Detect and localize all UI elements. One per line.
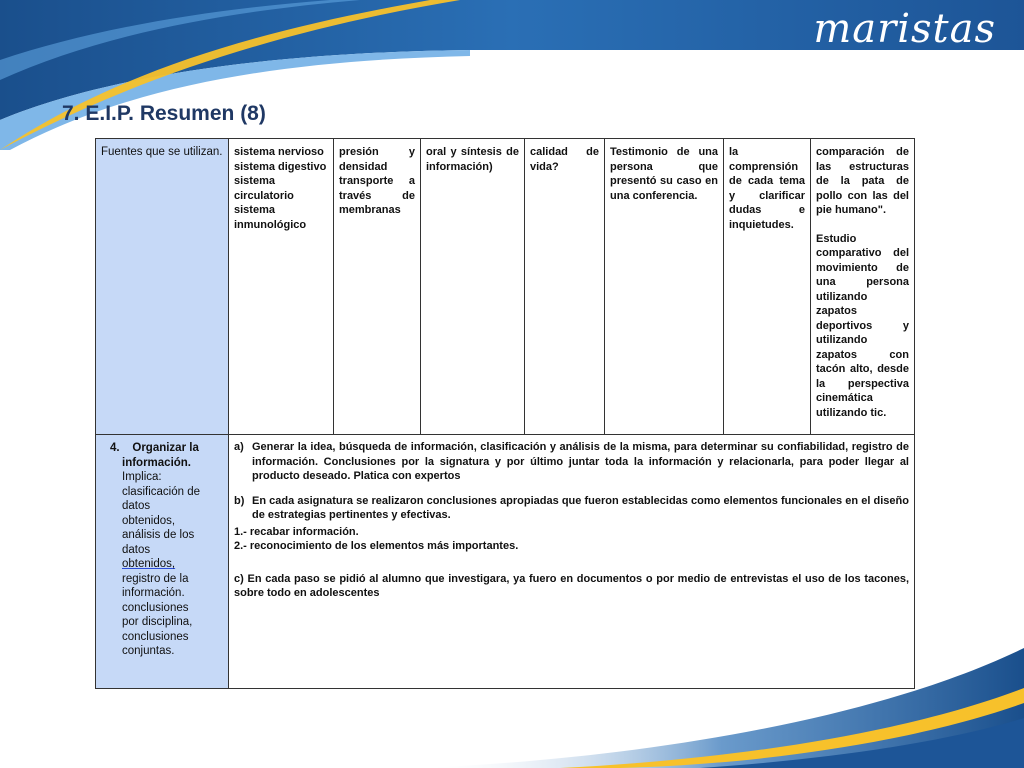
label-title-1: Organizar la	[132, 442, 199, 454]
list-item: 1.- recabar información.	[234, 525, 359, 538]
item-text: Generar la idea, búsqueda de información, clasificación y análisis de la misma, para determinar su confiabilidad, registro de información. Conclusiones por la signatura y por último juntar toda la información y relacionarla, para poder llegar al producto deseado. Platica con expertos	[252, 441, 909, 482]
label-line: conclusiones	[122, 601, 189, 614]
table-row	[96, 139, 915, 435]
label-line: información.	[122, 587, 185, 599]
table-cell: oral y síntesis de información)	[421, 139, 525, 435]
label-line: por disciplina,	[122, 616, 193, 628]
label-number: 4.	[110, 442, 120, 454]
item-marker: a)	[234, 441, 244, 453]
table-cell: la comprensión de cada tema y clarificar dudas e inquietudes.	[724, 139, 811, 435]
description-item-c: c) En cada paso se pidió al alumno que investigara, ya fuero en documentos o por medio de entrevistas el uso de los tacones, sobre todo en adolescentes	[234, 572, 909, 599]
label-line: registro de la	[122, 572, 189, 585]
slide-title: 7. E.I.P. Resumen (8)	[62, 102, 266, 125]
item-marker: b)	[234, 494, 245, 507]
footer-swoosh	[0, 608, 1024, 768]
maristas-logo: maristas	[813, 6, 996, 52]
label-line: Implica:	[122, 471, 162, 483]
label-line: conjuntas.	[122, 645, 175, 657]
label-heading	[110, 441, 223, 456]
cell-text-extra: Estudio comparativo del movimiento de una persona utilizando zapatos deportivos y utilizando zapatos con tacón alto, desde la perspectiva cinemática utilizando tic.	[816, 232, 909, 419]
label-title-2: información.	[122, 456, 192, 469]
item-text: En cada asignatura se realizaron conclusiones apropiadas que fueron establecidas como elementos funcionales en el diseño de estrategias pertinentes y efectivas.	[252, 494, 909, 521]
description-list	[234, 525, 909, 554]
label-line: análisis de los	[122, 529, 195, 541]
cell-text: comparación de las estructuras de la pata de pollo con las del pie humano".	[816, 146, 909, 216]
label-line: datos	[122, 543, 151, 556]
table-cell: Testimonio de una persona que presentó su caso en una conferencia.	[605, 139, 724, 435]
table-cell: sistema nervioso sistema digestivo sistema circulatorio sistema inmunológico	[229, 139, 334, 435]
eip-summary-table	[95, 138, 915, 689]
label-line: datos	[122, 500, 151, 512]
description-item-b	[234, 494, 909, 523]
table-cell: presión y densidad transporte a través de membranas	[334, 139, 421, 435]
label-line: obtenidos,	[122, 514, 176, 527]
row-label-fuentes: Fuentes que se utilizan.	[96, 139, 229, 435]
list-item: 2.- reconocimiento de los elementos más importantes.	[234, 540, 519, 552]
description-item-a	[234, 440, 909, 484]
table-cell: calidad de vida?	[525, 139, 605, 435]
table-cell	[811, 139, 915, 435]
label-line: obtenidos,	[122, 558, 176, 570]
label-line: conclusiones	[122, 630, 189, 643]
label-line: clasificación de	[122, 485, 200, 498]
